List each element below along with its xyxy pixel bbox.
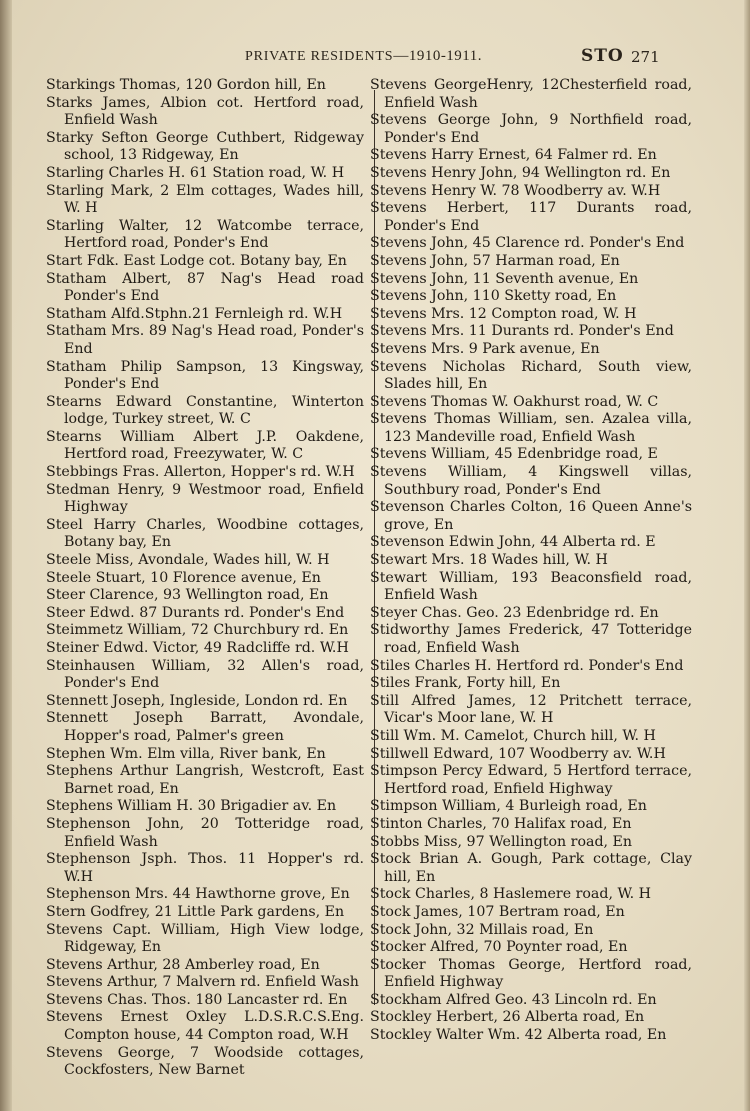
directory-entry: Stennett Joseph, Ingleside, London rd. En — [46, 692, 348, 709]
directory-entry: Statham Albert, 87 Nag's Head road Ponder's End — [46, 270, 364, 305]
directory-entry: Stevens Henry John, 94 Wellington rd. En — [370, 164, 671, 181]
directory-entry: Stocker Alfred, 70 Poynter road, En — [370, 939, 628, 956]
directory-entry: Stevens William, 45 Edenbridge road, E — [370, 446, 658, 463]
directory-entry: Stevens Harry Ernest, 64 Falmer rd. En — [370, 147, 657, 164]
directory-entry: Stedman Henry, 9 Westmoor road, Enfield Highway — [46, 481, 364, 516]
directory-entry: Stevens Henry W. 78 Woodberry av. W.H — [370, 182, 661, 199]
directory-entry: Still Alfred James, 12 Pritchett terrace, Vicar's Moor lane, W. H — [370, 692, 692, 727]
section-abbreviation: STO — [581, 46, 624, 66]
directory-entry: Steyer Chas. Geo. 23 Edenbridge rd. En — [370, 604, 659, 621]
directory-entry: Stockley Walter Wm. 42 Alberta road, En — [370, 1027, 667, 1044]
directory-entry: Stobbs Miss, 97 Wellington road, En — [370, 833, 633, 850]
directory-entry: Stevens George John, 9 Northfield road, Ponder's End — [370, 112, 692, 146]
directory-entry: Stephenson Jsph. Thos. 11 Hopper's rd. W.H — [46, 851, 364, 885]
directory-entry: Stearns William Albert J.P. Oakdene, Hertford road, Freezywater, W. C — [46, 428, 364, 463]
directory-entry: Stevens Thomas William, sen. Azalea villa, 123 Mandeville road, Enfield Wash — [370, 411, 692, 445]
directory-entry: Stimpson William, 4 Burleigh road, En — [370, 798, 647, 815]
directory-entry: Stevens John, 110 Sketty road, En — [370, 288, 617, 305]
directory-entry: Statham Mrs. 89 Nag's Head road, Ponder's End — [46, 323, 364, 357]
directory-entry: Stephens William H. 30 Brigadier av. En — [46, 798, 337, 815]
directory-entry: Stevens John, 57 Harman road, En — [370, 252, 620, 269]
directory-entry: Stevens Capt. William, High View lodge, Ridgeway, En — [46, 921, 364, 956]
directory-entry: Stevens Herbert, 117 Durants road, Ponder's End — [370, 200, 692, 234]
header-title — [245, 48, 482, 65]
book-spine-shadow — [0, 0, 12, 1111]
directory-entry: Stiles Frank, Forty hill, En — [370, 675, 561, 692]
directory-entry: Stevens William, 4 Kingswell villas, Southbury road, Ponder's End — [370, 464, 692, 498]
directory-entry: Stevens Arthur, 7 Malvern rd. Enfield Wash — [46, 974, 359, 991]
directory-entry: Stevens Arthur, 28 Amberley road, En — [46, 956, 320, 973]
directory-entry: Stevens Mrs. 9 Park avenue, En — [370, 340, 600, 357]
directory-entry: Stephens Arthur Langrish, Westcroft, East Barnet road, En — [46, 763, 364, 797]
directory-entry: Stevens GeorgeHenry, 12Chesterfield road, Enfield Wash — [370, 77, 692, 111]
directory-entry: Stevens Ernest Oxley L.D.S.R.C.S.Eng. Compton house, 44 Compton road, W.H — [46, 1009, 364, 1044]
directory-entry: Stillwell Edward, 107 Woodberry av. W.H — [370, 745, 666, 762]
directory-entry: Starky Sefton George Cuthbert, Ridgeway school, 13 Ridgeway, En — [46, 129, 364, 164]
directory-entry: Stevens John, 11 Seventh avenue, En — [370, 270, 639, 287]
directory-entry: Starkings Thomas, 120 Gordon hill, En — [46, 77, 326, 93]
directory-entry: Starling Mark, 2 Elm cottages, Wades hill, W. H — [46, 182, 364, 217]
directory-entry: Stevenson Charles Colton, 16 Queen Anne's grove, En — [370, 499, 692, 533]
header-title-years: —1910-1911. — [393, 48, 483, 64]
directory-entry: Stephenson John, 20 Totteridge road, Enfield Wash — [46, 815, 364, 850]
directory-entry: Stevens Mrs. 11 Durants rd. Ponder's End — [370, 323, 674, 340]
directory-entry: Stephen Wm. Elm villa, River bank, En — [46, 745, 326, 762]
directory-entry: Stock Charles, 8 Haslemere road, W. H — [370, 886, 651, 903]
directory-entry: Stevenson Edwin John, 44 Alberta rd. E — [370, 534, 656, 551]
directory-entry: Still Wm. M. Camelot, Church hill, W. H — [370, 727, 656, 744]
directory-entry: Stebbings Fras. Allerton, Hopper's rd. W.H — [46, 464, 355, 481]
directory-entry: Stock Brian A. Gough, Park cottage, Clay hill, En — [370, 851, 692, 885]
directory-entry: Statham Philip Sampson, 13 Kingsway, Ponder's End — [46, 358, 364, 393]
directory-entry: Stock James, 107 Bertram road, En — [370, 903, 625, 920]
directory-entry: Stewart Mrs. 18 Wades hill, W. H — [370, 552, 608, 569]
directory-entry: Steer Clarence, 93 Wellington road, En — [46, 587, 329, 604]
directory-entry: Stinton Charles, 70 Halifax road, En — [370, 815, 632, 832]
directory-entry: Stennett Joseph Barratt, Avondale, Hopper's road, Palmer's green — [46, 710, 364, 744]
directory-entry: Stearns Edward Constantine, Winterton lodge, Turkey street, W. C — [46, 393, 364, 428]
directory-entry: Stiles Charles H. Hertford rd. Ponder's End — [370, 657, 684, 674]
directory-entry: Stewart William, 193 Beaconsfield road, Enfield Wash — [370, 569, 692, 604]
directory-entry: Steel Harry Charles, Woodbine cottages, Botany bay, En — [46, 516, 364, 551]
directory-entry: Start Fdk. East Lodge cot. Botany bay, En — [46, 252, 347, 269]
header-title-prefix: PRIVATE RESIDENTS — [245, 49, 394, 64]
directory-entry: Starling Charles H. 61 Station road, W. H — [46, 164, 345, 181]
directory-entry: Starks James, Albion cot. Hertford road, Enfield Wash — [46, 94, 364, 129]
page-number: 271 — [631, 48, 660, 66]
directory-entry: Starling Walter, 12 Watcombe terrace, Hertford road, Ponder's End — [46, 217, 364, 252]
directory-entry: Stevens Mrs. 12 Compton road, W. H — [370, 305, 637, 322]
directory-entry: Steer Edwd. 87 Durants rd. Ponder's End — [46, 604, 345, 621]
directory-entry: Stevens Nicholas Richard, South view, Slades hill, En — [370, 358, 692, 393]
running-header — [45, 48, 685, 70]
directory-entry: Stern Godfrey, 21 Little Park gardens, En — [46, 903, 345, 920]
page-edge — [744, 0, 750, 1111]
directory-entry: Stocker Thomas George, Hertford road, Enfield Highway — [370, 956, 692, 991]
directory-entry: Steele Miss, Avondale, Wades hill, W. H — [46, 552, 330, 569]
directory-entry: Stockham Alfred Geo. 43 Lincoln rd. En — [370, 991, 657, 1008]
directory-entry: Stidworthy James Frederick, 47 Totteridge road, Enfield Wash — [370, 622, 692, 656]
directory-entry: Stephenson Mrs. 44 Hawthorne grove, En — [46, 886, 350, 903]
directory-entry: Stevens Thomas W. Oakhurst road, W. C — [370, 393, 659, 410]
directory-entry: Stevens John, 45 Clarence rd. Ponder's End — [370, 235, 685, 252]
directory-entry: Statham Alfd.Stphn.21 Fernleigh rd. W.H — [46, 305, 343, 322]
left-column — [46, 77, 364, 1080]
directory-entry: Stevens George, 7 Woodside cottages, Cockfosters, New Barnet — [46, 1044, 364, 1079]
right-column — [360, 77, 692, 1045]
directory-entry: Steele Stuart, 10 Florence avenue, En — [46, 569, 321, 586]
directory-entry: Steimmetz William, 72 Churchbury rd. En — [46, 622, 349, 639]
directory-entry: Stevens Chas. Thos. 180 Lancaster rd. En — [46, 991, 348, 1008]
directory-entry: Stimpson Percy Edward, 5 Hertford terrace, Hertford road, Enfield Highway — [370, 763, 692, 797]
directory-entry: Stockley Herbert, 26 Alberta road, En — [370, 1009, 645, 1026]
directory-entry: Steinhausen William, 32 Allen's road, Ponder's End — [46, 657, 364, 692]
directory-entry: Steiner Edwd. Victor, 49 Radcliffe rd. W.H — [46, 640, 349, 656]
directory-entry: Stock John, 32 Millais road, En — [370, 921, 594, 938]
